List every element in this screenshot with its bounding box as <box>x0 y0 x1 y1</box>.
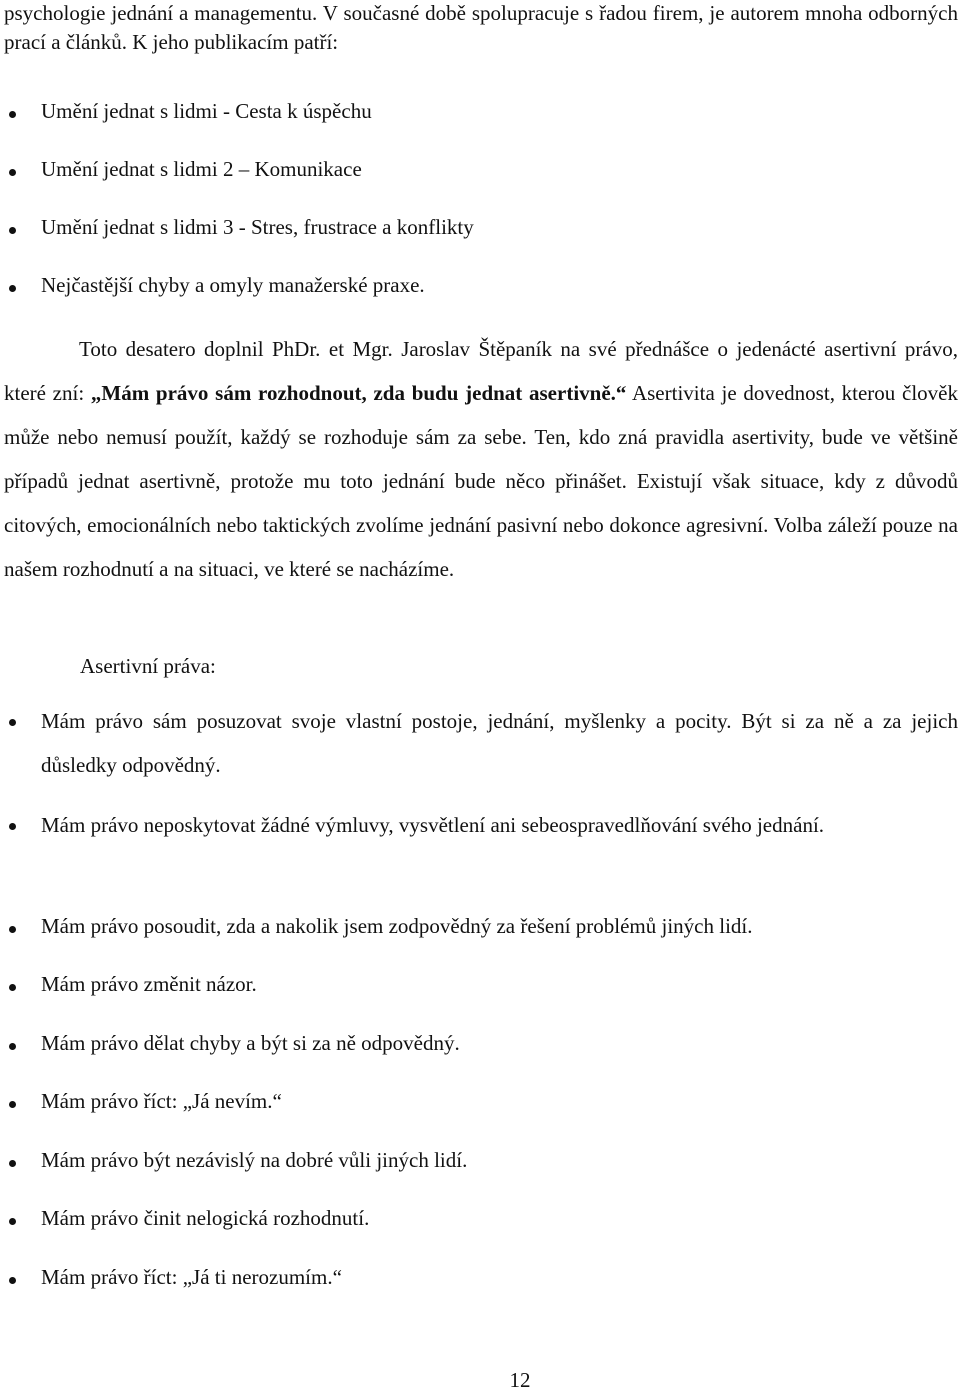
bullet-icon <box>9 984 16 991</box>
paragraph-text: Toto desatero doplnil PhDr. et Mgr. Jaroslav Štěpaník na své přednášce o jedenácté asertivní právo, které zní: <box>4 337 958 405</box>
bullet-icon <box>9 719 16 726</box>
section-heading: Asertivní práva: <box>80 654 216 678</box>
bullet-icon <box>9 1043 16 1050</box>
document-page: psychologie jednání a managementu. V současné době spolupracuje s řadou firem, je autorem mnoha odborných prací a článků. K jeho publikacím patří: Umění jednat s lidmi - Cesta k úspěchu Umění jednat s lidmi 2 – Komunikace Umění jednat s lidmi 3 - Stres, frustrace a konflikty Nejčastější chyby a omyly manažerské praxe. Toto desatero doplnil PhDr. et Mgr. Jaroslav Štěpaník na své přednášce o jedenácté asertivní právo, které zní: „Mám právo sám rozhodnout, zda budu jednat asertivně.“ Asertivita je dovednost, kterou člověk může nebo nemusí použít, každý se rozhoduje sám za sebe. Ten, kdo zná pravidla asertivity, bude ve většině případů jednat asertivně, protože mu toto jednání bude něco přinášet. Existují však situace, kdy z důvodů citových, emocionálních nebo taktických zvolíme jednání pasivní nebo dokonce agresivní. Volba záleží pouze na našem rozhodnutí a na situaci, ve které se nacházíme. Asertivní práva: Mám právo sám posuzovat svoje vlastní postoje, jednání, myšlenky a pocity. Být si za ně a za jejich důsledky odpovědný. Mám právo neposkytovat žádné výmluvy, vysvětlení ani sebeospravedlňování svého jednání. Mám právo posoudit, zda a nakolik jsem zodpovědný za řešení problémů jiných lidí. Mám právo změnit názor. Mám právo dělat chyby a být si za ně odpovědný. Mám právo říct: „Já nevím.“ Mám právo být nezávislý na dobré vůli jiných lidí. Mám právo činit nelogická rozhodnutí. Mám právo říct: „Já ti nerozumím.“ 12 <box>0 0 960 1391</box>
bullet-icon <box>9 1218 16 1225</box>
body-paragraph <box>4 327 958 591</box>
bullet-icon <box>9 227 16 234</box>
bullet-icon <box>9 169 16 176</box>
paragraph-text-continued: Asertivita je dovednost, kterou člověk může nebo nemusí použít, každý se rozhoduje sám za sebe. Ten, kdo zná pravidla asertivity, bude ve většině případů jednat asertivně, protože mu toto jednání bude něco přinášet. Existují však situace, kdy z důvodů citových, emocionálních nebo taktických zvolíme jednání pasivní nebo dokonce agresivní. Volba záleží pouze na našem rozhodnutí a na situaci, ve které se nacházíme. <box>4 381 958 581</box>
bullet-icon <box>9 111 16 118</box>
bullet-icon <box>9 926 16 933</box>
bullet-icon <box>9 1277 16 1284</box>
page-number: 12 <box>509 1368 531 1392</box>
intro-paragraph: psychologie jednání a managementu. V současné době spolupracuje s řadou firem, je autorem mnoha odborných prací a článků. K jeho publikacím patří: <box>4 1 958 54</box>
bullet-icon <box>9 1160 16 1167</box>
bullet-icon <box>9 285 16 292</box>
bullet-icon <box>9 1101 16 1108</box>
bullet-icon <box>9 823 16 830</box>
bold-quote: „Mám právo sám rozhodnout, zda budu jednat asertivně.“ <box>90 381 627 405</box>
